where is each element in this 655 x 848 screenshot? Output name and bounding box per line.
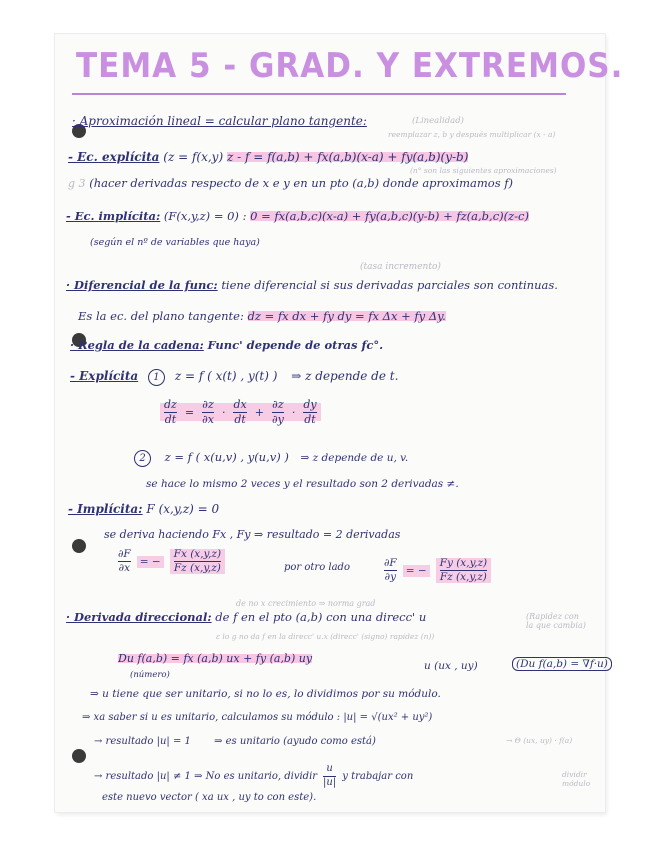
line: [118, 652, 312, 665]
chain-rule-formula: $\frac{dz}{dt}$ = $\frac{\partial z}{\partial x}$ · $\frac{dx}{dt}$ + $\frac{\partial z}{\partial y}$ · $\frac{dy}{dt}$: [160, 398, 321, 426]
denominator: Fz (x,y,z): [173, 562, 221, 575]
text: (según el nº de variables que haya): [90, 237, 260, 248]
title-underline: [72, 93, 566, 95]
numerator: dx: [233, 398, 247, 411]
fraction: [384, 558, 397, 583]
denominator: ∂x: [118, 562, 131, 575]
fraction: [118, 549, 131, 574]
denominator: ∂x: [202, 412, 214, 426]
numerator: ∂z: [272, 398, 284, 411]
line: [134, 450, 408, 467]
punch-hole: [72, 539, 86, 553]
formula: z = f ( x(u,v) , y(u,v) ): [164, 450, 289, 464]
margin-note: dividir módulo: [562, 770, 591, 788]
line: [94, 764, 413, 788]
formula: dz = fx dx + fy dy = fx Δx + fy Δy.: [247, 309, 446, 323]
subheading: - Ec. explícita: [68, 150, 160, 164]
margin-note: (n° son las siguientes aproximaciones): [410, 166, 557, 175]
text: → resultado |u| ≠ 1 ⇒ No es unitario, dividir: [94, 770, 318, 782]
text: por otro lado: [284, 562, 350, 573]
subheading: - Ec. implícita:: [66, 209, 161, 223]
implicit-formula-x: $\frac{\partial F}{\partial x}$ = − $\frac{Fx (x,y,z)}{Fz (x,y,z)}$: [118, 549, 225, 574]
line: [94, 736, 376, 747]
fraction: [202, 399, 214, 425]
text: se deriva haciendo Fx , Fy ⇒ resultado = 2 derivadas: [104, 528, 401, 541]
numerator: dy: [303, 398, 317, 411]
text: ⇒ xa saber si u es unitario, calculamos su módulo :: [82, 712, 341, 723]
denominator: Fz (x,y,z): [439, 571, 487, 584]
formula: (Du f(a,b) = ∇f·u): [512, 657, 612, 671]
line: [66, 209, 529, 223]
text: este nuevo vector ( xa ux , uy to con este).: [102, 792, 317, 803]
formula: F (x,y,z) = 0: [146, 502, 220, 516]
line: [78, 309, 446, 323]
line: [68, 176, 513, 190]
denominator: dt: [304, 412, 316, 426]
fraction: [164, 399, 177, 425]
step-number: 2: [134, 450, 151, 467]
fraction: [170, 549, 225, 574]
margin-note: de no x crecimiento ⇒ norma grad: [236, 599, 376, 608]
section-heading: · Regla de la cadena:: [70, 338, 204, 352]
text: tiene diferencial si sus derivadas parciales son continuas.: [221, 278, 558, 292]
text: (número): [130, 670, 170, 680]
numerator: u: [326, 763, 333, 774]
line: [66, 278, 558, 292]
text: ⇒ z depende de u, v.: [300, 452, 409, 464]
line: [70, 369, 398, 386]
formula: z - f = f(a,b) + fx(a,b)(x-a) + fy(a,b)(y-b): [226, 150, 469, 164]
fraction: [233, 399, 246, 425]
formula: u (ux , uy): [424, 660, 478, 672]
margin-note: (Rapidez con la que cambia): [526, 612, 586, 630]
fraction: [323, 764, 336, 788]
margin-note: ε lo g no da f en la direcc' u.x (direcc' (signo) rapidez (n)): [216, 632, 435, 641]
margin-note: (Linealidad): [412, 116, 464, 126]
numerator: ∂z: [202, 398, 214, 411]
line: [66, 610, 426, 624]
page-title: TEMA 5 - GRAD. Y EXTREMOS.: [76, 46, 624, 86]
numerator: dz: [164, 398, 177, 411]
denominator: ∂y: [384, 571, 397, 584]
text: y trabajar con: [342, 770, 414, 782]
denominator: dt: [234, 412, 246, 426]
margin-note: g 3: [68, 177, 86, 190]
section-heading: · Diferencial de la func:: [66, 278, 218, 292]
text: Es la ec. del plano tangente:: [78, 309, 244, 323]
numerator: Fx (x,y,z): [173, 548, 222, 560]
line: [82, 712, 432, 723]
formula: 0 = fx(a,b,c)(x-a) + fy(a,b,c)(y-b) + fz(a,b,c)(z-c): [250, 209, 529, 223]
denominator: dt: [164, 412, 177, 426]
text: → resultado |u| = 1: [94, 736, 191, 747]
punch-hole: [72, 749, 86, 763]
text: (z = f(x,y): [163, 150, 224, 164]
text: ⇒ u tiene que ser unitario, si no lo es, lo dividimos por su módulo.: [90, 688, 441, 700]
implicit-formula-y: $\frac{\partial F}{\partial y}$ = − $\frac{Fy (x,y,z)}{Fz (x,y,z)}$: [384, 558, 491, 583]
text: de f en el pto (a,b) con una direcc' u: [215, 610, 427, 624]
formula: |u| = √(ux² + uy²): [343, 712, 433, 723]
fraction: [272, 399, 284, 425]
margin-note: → Θ (ux, uy) · f(a): [506, 736, 573, 745]
margin-note: reemplazar z, b y después multiplicar (x - a): [388, 130, 556, 139]
text: se hace lo mismo 2 veces y el resultado son 2 derivadas ≠.: [146, 478, 459, 490]
fraction: [303, 399, 316, 425]
line: [68, 502, 219, 516]
text: (F(x,y,z) = 0) :: [163, 209, 247, 223]
formula: Du f(a,b) = fx (a,b) ux + fy (a,b) uy: [118, 652, 313, 665]
text: ⇒ es unitario (ayudo como está): [214, 736, 376, 747]
fraction: [436, 558, 491, 583]
text: (hacer derivadas respecto de x e y en un pto (a,b) donde aproximamos f): [89, 176, 514, 190]
subheading: - Implícita:: [68, 502, 143, 516]
text: ⇒ z depende de t.: [291, 369, 399, 383]
line: [70, 338, 383, 352]
step-number: 1: [148, 369, 165, 386]
numerator: ∂F: [118, 548, 131, 560]
denominator: ∂y: [271, 412, 284, 426]
numerator: ∂F: [384, 557, 397, 569]
formula: z = f ( x(t) , y(t) ): [174, 369, 278, 383]
section-heading: · Derivada direccional:: [66, 610, 212, 624]
subheading: - Explícita: [70, 369, 139, 383]
margin-note: (tasa incremento): [360, 262, 441, 272]
numerator: Fy (x,y,z): [439, 557, 488, 569]
line: [68, 150, 468, 164]
denominator: |u|: [323, 776, 337, 788]
section-heading: · Aproximación lineal = calcular plano tangente:: [72, 114, 367, 128]
text: Func' depende de otras fc°.: [207, 338, 384, 352]
